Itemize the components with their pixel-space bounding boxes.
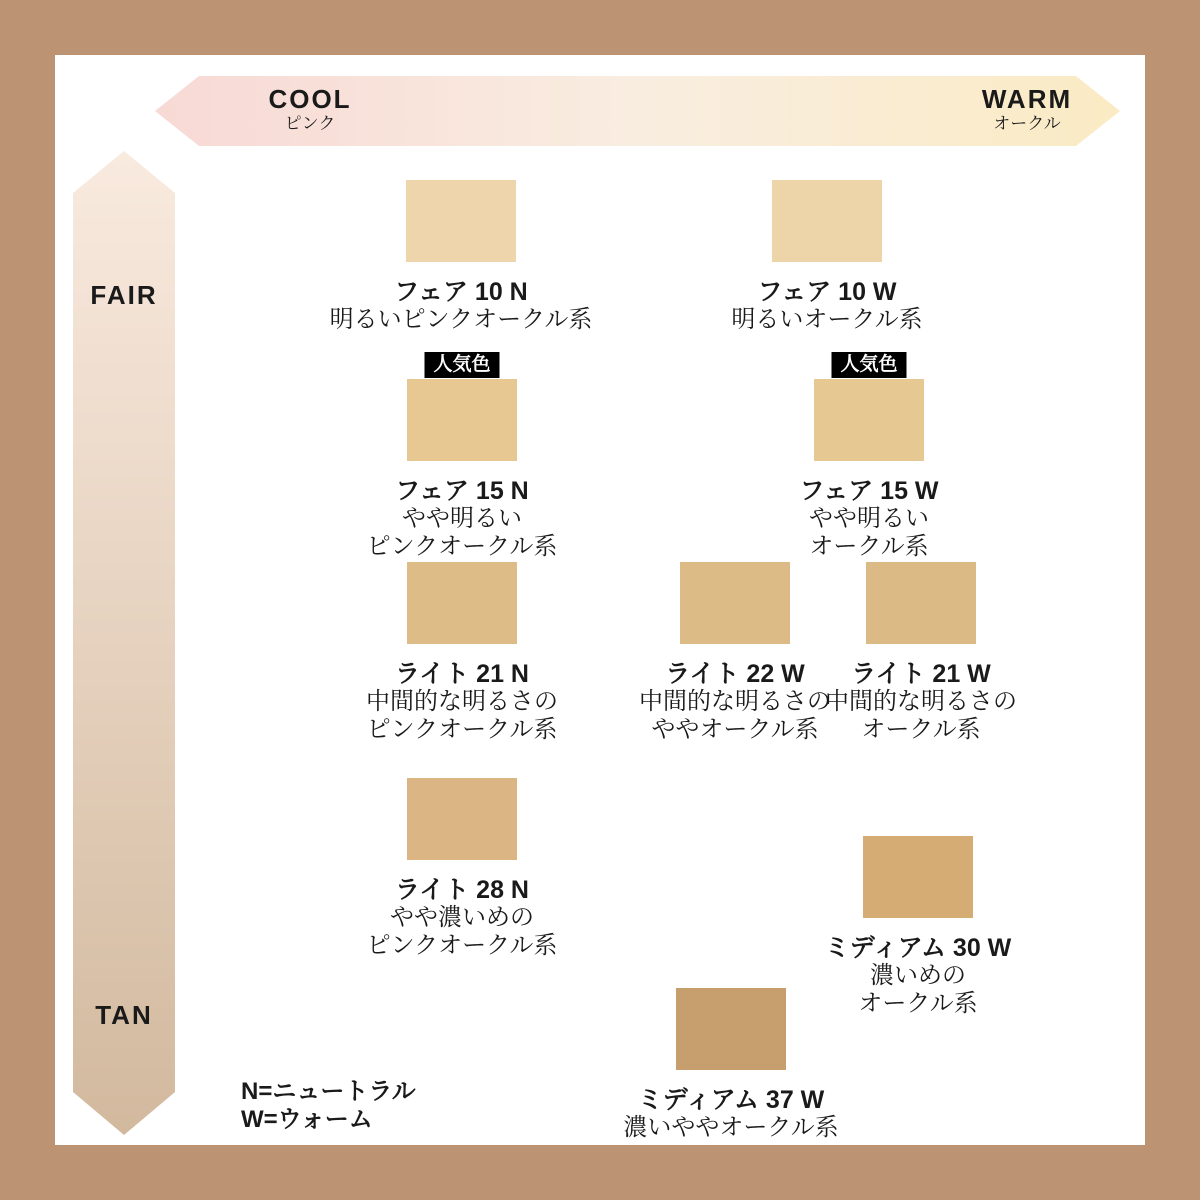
popular-badge: 人気色 [424,352,499,378]
shade-swatch [863,836,973,918]
shade-swatch [407,778,517,860]
shade-description-line: オークル系 [858,990,978,1017]
shade-name: ミディアム 30 W [824,934,1012,962]
shade-label [709,477,1029,561]
shade-description-line: 中間的な明るさの [639,688,831,715]
shade-name: フェア 10 W [757,278,897,306]
cool-axis-subtitle: ピンク [284,114,336,133]
shade-swatch [406,180,516,262]
shade-swatch [407,379,517,461]
shade-description-line: 中間的な明るさの [825,688,1017,715]
fair-axis-title: FAIR [90,280,158,310]
shade-name: ライト 22 W [665,660,805,688]
shade-label [301,278,621,334]
shade-label [761,660,1081,744]
shade-name: ライト 21 N [394,660,529,688]
shade-description-line: ピンクオークル系 [366,716,558,743]
shade-label [302,876,622,960]
shade-swatch [676,988,786,1070]
shade-description-line: やや明るい [402,505,522,532]
shade-swatch [866,562,976,644]
tone-legend [241,1078,416,1134]
shade-description-line: 明るいオークル系 [731,306,923,333]
shade-description-line: やや明るい [809,505,929,532]
shade-description-line: ピンクオークル系 [366,533,558,560]
shade-label [302,477,622,561]
warm-axis-subtitle: オークル [993,114,1061,133]
shade-description-line: 中間的な明るさの [366,688,558,715]
shade-swatch [407,562,517,644]
shade-swatch [772,180,882,262]
shade-name: フェア 10 N [394,278,528,306]
tan-axis-title: TAN [95,1000,153,1030]
shade-description-line: 濃いめの [870,962,966,989]
cool-axis-title: COOL [268,84,352,114]
shade-description-line: 濃いややオークル系 [623,1114,839,1141]
shade-label [571,1086,891,1142]
shade-description-line: やや濃いめの [390,904,534,931]
shade-name: ライト 28 N [394,876,529,904]
shade-description-line: ややオークル系 [651,716,819,743]
shade-name: ライト 21 W [851,660,991,688]
shade-label [667,278,987,334]
shade-swatch [814,379,924,461]
warm-axis-label-group [927,86,1127,134]
shade-name: フェア 15 W [799,477,939,505]
warm-axis-title: WARM [981,84,1073,114]
shade-label [758,934,1078,1018]
shade-name: フェア 15 N [395,477,529,505]
shade-description-line: オークル系 [861,716,981,743]
shade-description-line: オークル系 [809,533,929,560]
shade-swatch [680,562,790,644]
popular-badge: 人気色 [831,352,906,378]
shade-description-line: 明るいピンクオークル系 [329,306,593,333]
cool-axis-label-group [210,86,410,134]
legend-neutral: N=ニュートラル [241,1078,416,1105]
shade-description-line: ピンクオークル系 [366,932,558,959]
legend-warm: W=ウォーム [241,1106,373,1133]
shade-name: ミディアム 37 W [637,1086,825,1114]
shade-label [302,660,622,744]
